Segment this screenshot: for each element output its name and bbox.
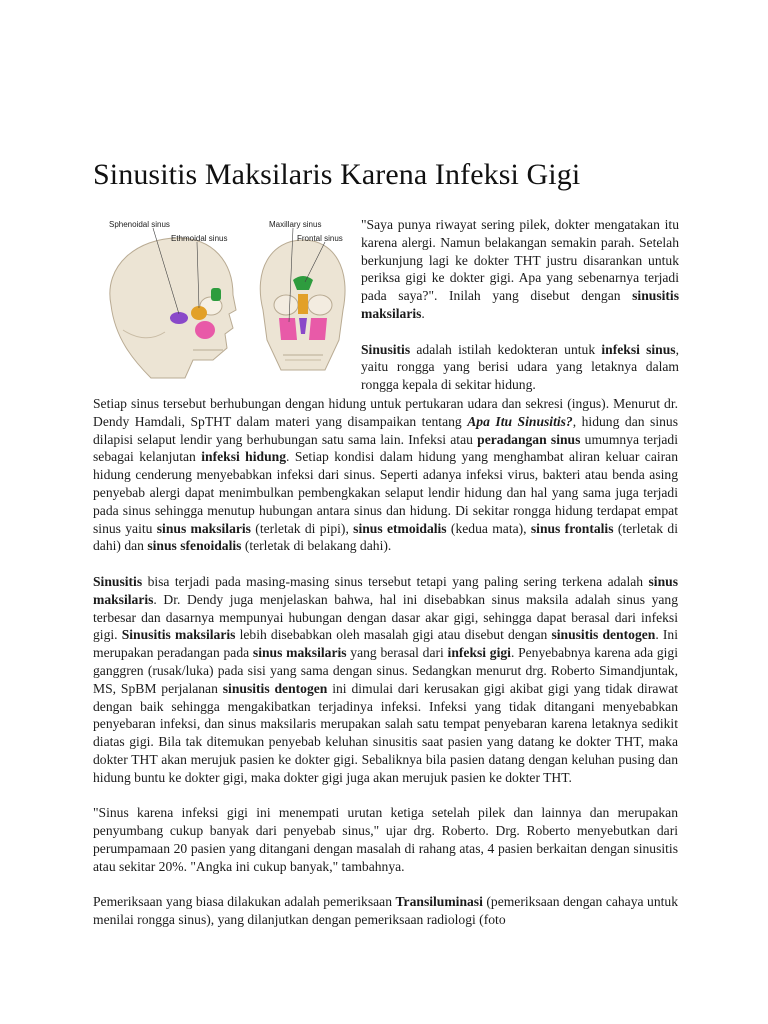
label-sphenoidal-sinus: Sphenoidal sinus xyxy=(109,220,170,229)
sinus-anatomy-illustration xyxy=(93,210,355,388)
page-title: Sinusitis Maksilaris Karena Infeksi Gigi xyxy=(93,158,581,191)
label-ethmoidal-sinus: Ethmoidal sinus xyxy=(171,234,228,243)
maxillary-sinus-front-right xyxy=(309,318,327,340)
sinus-anatomy-figure xyxy=(93,210,355,388)
intro-column xyxy=(361,216,679,394)
body-paragraph-2: Sinusitis bisa terjadi pada masing-masing sinus tersebut tetapi yang paling sering terkena adalah sinus maksilaris. Dr. Dendy juga menjelaskan bahwa, hal ini disebabkan sinus maksila adalah sinus yang terbesar dan dasarnya mempunyai hubungan dengan dasar akar gigi, sehingga dapat berasal dari infeksi gigi. Sinusitis maksilaris lebih disebabkan oleh masalah gigi atau disebut dengan sinusitis dentogen. Ini merupakan peradangan pada sinus maksilaris yang berasal dari infeksi gigi. Penyebabnya karena ada gigi ganggren (rusak/luka) pada sisi yang sama dengan sinus. Sedangkan menurut drg. Roberto Simandjuntak, MS, SpBM perjalanan sinusitis dentogen ini dimulai dari kerusakan gigi akibat gigi yang tidak dirawat dengan baik sehingga mengakibatkan terjadinya infeksi. Infeksi yang tidak ditangani menyebabkan penyebaran infeksi, dan sinus maksilaris merupakan salah satu tempat penyebaran karena letaknya sedikit diatas gigi. Bila tak ditemukan penyebab keluhan sinusitis saat pasien yang datang ke dokter THT, maka dokter THT akan merujuk pasien ke dokter gigi. Sebaliknya bila pasien datang dengan keluhan pusing dan hidung buntu ke dokter gigi, maka dokter gigi juga akan merujuk pasien ke dokter THT. xyxy=(93,573,679,785)
frontal-sinus-lateral xyxy=(211,288,221,301)
article-body xyxy=(93,395,678,947)
frontal-skull-view xyxy=(260,228,345,370)
ethmoidal-sinus-lateral xyxy=(191,306,207,320)
ethmoidal-sinus-front xyxy=(298,294,308,314)
intro-paragraph-1: "Saya punya riwayat sering pilek, dokter mengatakan itu karena alergi. Namun belakangan semakin parah. Setelah berkunjung lagi ke dokter THT justru disarankan untuk periksa gigi ke dokter gigi. Apa yang sebenarnya terjadi pada saya?". Inilah yang disebut dengan sinusitis maksilaris. xyxy=(361,217,679,321)
intro-paragraph-2: Sinusitis adalah istilah kedokteran untuk infeksi sinus, yaitu rongga yang berisi udara yang letaknya dalam rongga kepala di sekitar hidung. xyxy=(361,341,680,393)
body-paragraph-3: "Sinus karena infeksi gigi ini menempati urutan ketiga setelah pilek dan lainnya dan merupakan penyumbang cukup banyak dari penyebab sinus," ujar drg. Roberto. Drg. Roberto menyebutkan dari perumpamaan 20 pasien yang ditangani dengan masalah di rahang atas, 4 pasien berkaitan dengan sinusitis atau sekitar 20%. "Angka ini cukup banyak," tambahnya. xyxy=(93,805,678,874)
body-paragraph-1: Setiap sinus tersebut berhubungan dengan hidung untuk pertukaran udara dan sekresi (ingus). Menurut dr. Dendy Hamdali, SpTHT dalam materi yang disampaikan tentang Apa Itu Sinusitis?, hidung dan sinus dilapisi selaput lendir yang berhubungan satu sama lain. Infeksi atau peradangan sinus umumnya terjadi sebagai kelanjutan infeksi hidung. Setiap kondisi dalam hidung yang menghambat aliran keluar cairan hidung cenderung menyebabkan infeksi dari sinus. Seperti adanya infeksi virus, bakteri atau benda asing penyebab alergi dapat menimbulkan pembengkakan selaput lendir hidung dan hal yang sama juga terjadi pada sinus sehingga menutup hubungan antara sinus dan hidung. Di sekitar rongga hidung terdapat empat sinus yaitu sinus maksilaris (terletak di pipi), sinus etmoidalis (kedua mata), sinus frontalis (terletak di dahi) dan sinus sfenoidalis (terletak di belakang dahi). xyxy=(93,396,679,554)
lateral-skull-view xyxy=(110,228,236,378)
maxillary-sinus-lateral xyxy=(195,321,215,339)
label-maxillary-sinus: Maxillary sinus xyxy=(269,220,322,229)
maxillary-sinus-front-left xyxy=(279,318,297,340)
label-frontal-sinus: Frontal sinus xyxy=(297,234,343,243)
body-paragraph-4: Pemeriksaan yang biasa dilakukan adalah pemeriksaan Transiluminasi (pemeriksaan dengan cahaya untuk menilai rongga sinus), yang dilanjutkan dengan pemeriksaan radiologi (foto xyxy=(93,894,678,928)
